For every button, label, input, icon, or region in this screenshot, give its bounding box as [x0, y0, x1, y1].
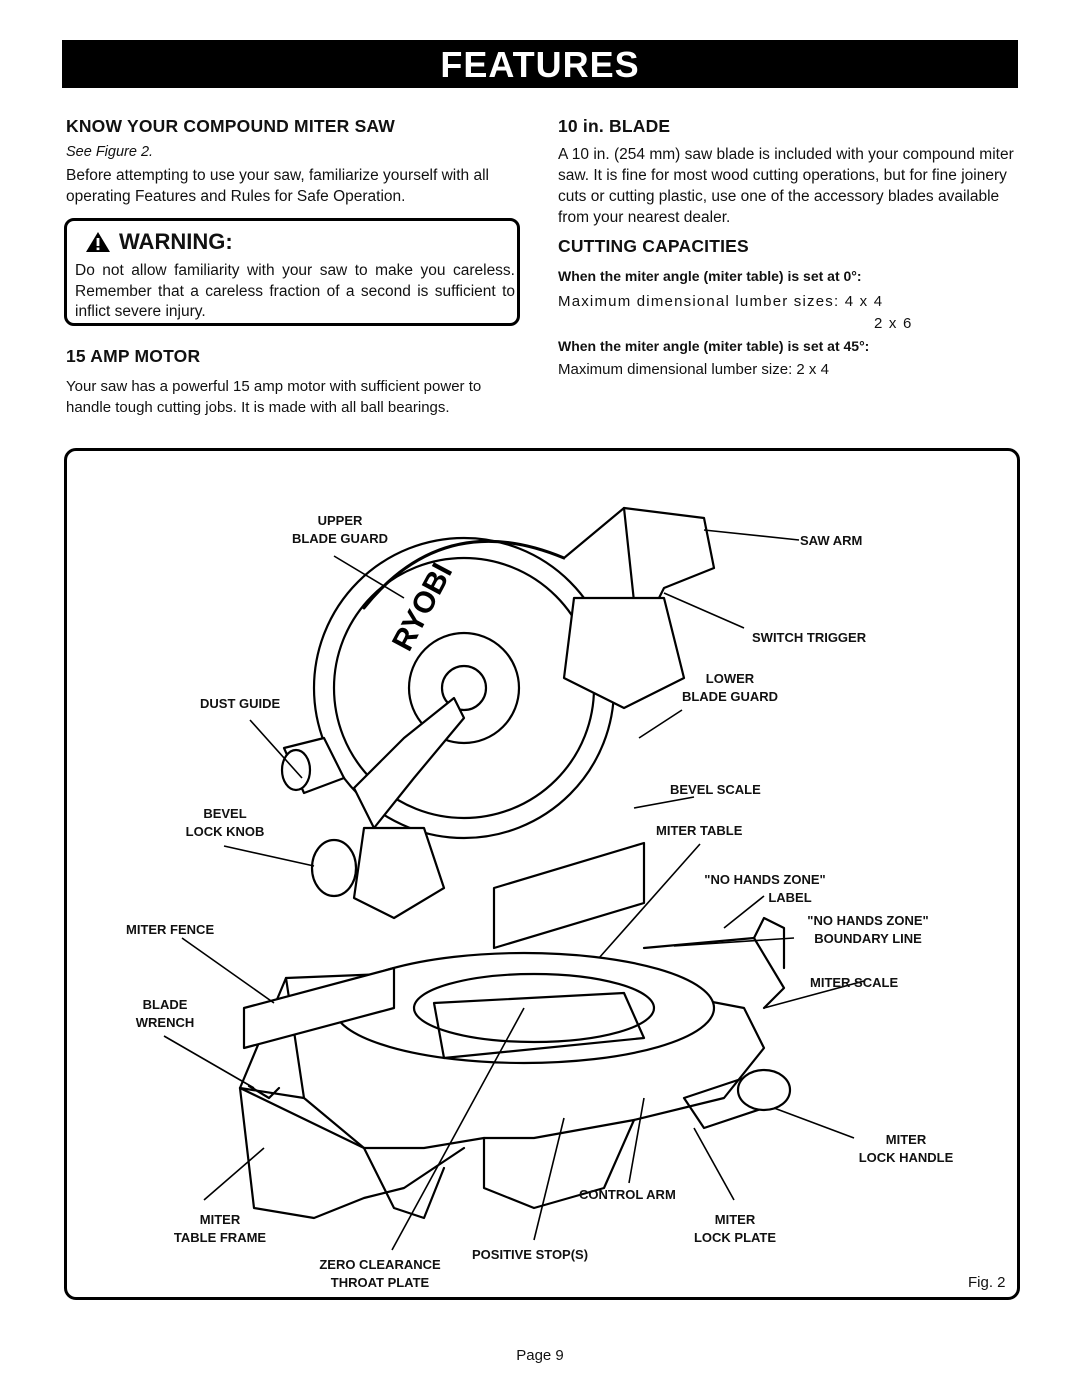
label-miter-fence: MITER FENCE [126, 922, 215, 937]
blade-body: A 10 in. (254 mm) saw blade is included with your compound miter saw. It is fine for most wood cutting operations, but for fine joinery cuts or cutting plastic, use one of the accessory blades available from your nearest dealer. [558, 146, 1014, 226]
label-lower-blade-guard: LOWER BLADE GUARD [681, 671, 779, 704]
figure-caption: Fig. 2 [968, 1274, 1006, 1291]
cap-0-subheading: When the miter angle (miter table) is set at 0°: [558, 268, 862, 284]
label-bevel-scale: BEVEL SCALE [670, 782, 761, 797]
label-miter-table-frame: MITER TABLE FRAME [173, 1212, 267, 1245]
cap-0-line-1: Maximum dimensional lumber sizes: 4 x 4 [558, 293, 884, 310]
page-number: Page 9 [516, 1347, 564, 1364]
cap-45-line: Maximum dimensional lumber size: 2 x 4 [558, 361, 829, 378]
label-positive-stops: POSITIVE STOP(S) [472, 1247, 589, 1262]
label-switch-trigger: SWITCH TRIGGER [752, 630, 867, 645]
label-miter-lock-handle: MITER LOCK HANDLE [858, 1132, 954, 1165]
label-blade-wrench: BLADE WRENCH [135, 997, 195, 1030]
warning-heading-row [85, 229, 233, 255]
label-control-arm: CONTROL ARM [579, 1187, 676, 1202]
label-saw-arm: SAW ARM [800, 533, 863, 548]
label-no-hands-zone-label: "NO HANDS ZONE" LABEL [704, 872, 826, 905]
know-saw-body: Before attempting to use your saw, familiarize yourself with all operating Features and Rules for Safe Operation. [66, 167, 489, 205]
brand-logo: RYOBI [386, 557, 460, 657]
see-figure-note: See Figure 2. [66, 144, 154, 160]
page-banner: FEATURES [62, 40, 1018, 88]
warning-body: Do not allow familiarity with your saw to make you careless. Remember that a careless fraction of a second is sufficient to inflict severe injury. [75, 262, 515, 320]
label-zero-clearance-throat-plate: ZERO CLEARANCE THROAT PLATE [319, 1257, 441, 1290]
warning-triangle-icon [85, 231, 111, 253]
label-bevel-lock-knob: BEVEL LOCK KNOB [185, 806, 265, 839]
label-no-hands-zone-boundary: "NO HANDS ZONE" BOUNDARY LINE [807, 913, 929, 946]
label-miter-lock-plate: MITER LOCK PLATE [693, 1212, 777, 1245]
label-miter-scale: MITER SCALE [810, 975, 899, 990]
label-dust-guide: DUST GUIDE [200, 696, 281, 711]
label-upper-blade-guard: UPPER BLADE GUARD [291, 513, 389, 546]
warning-heading: WARNING: [119, 229, 233, 254]
blade-heading: 10 in. BLADE [558, 116, 671, 136]
warning-box [64, 218, 520, 326]
motor-body: Your saw has a powerful 15 amp motor with sufficient power to handle tough cutting jobs. It is made with all ball bearings. [66, 378, 482, 416]
miter-saw-illustration [64, 448, 1020, 1300]
capacities-heading: CUTTING CAPACITIES [558, 236, 749, 256]
label-miter-table: MITER TABLE [656, 823, 743, 838]
cap-0-line-2: 2 x 6 [874, 315, 913, 332]
cap-45-subheading: When the miter angle (miter table) is set at 45°: [558, 338, 870, 354]
know-saw-heading: KNOW YOUR COMPOUND MITER SAW [66, 116, 396, 136]
motor-heading: 15 AMP MOTOR [66, 346, 201, 366]
